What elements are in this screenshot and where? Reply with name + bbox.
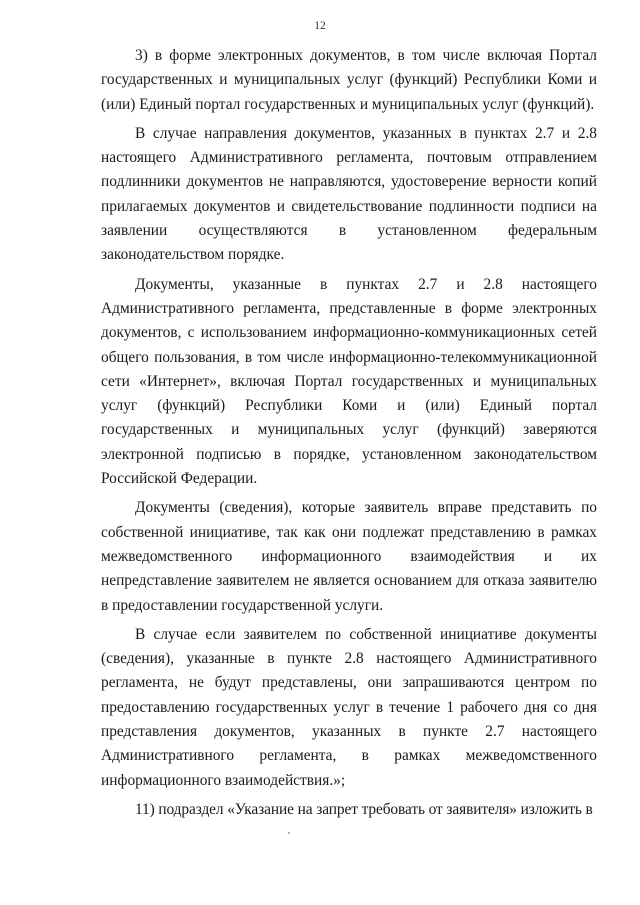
- page-number: 12: [314, 20, 326, 32]
- paragraph-own-initiative-docs: Документы (сведения), которые заявитель вправе представить по собственной инициативе, так как они подлежат представлению в рамках межведомственного информационного взаимодействия и их непредставление заявителем не является основанием для отказа заявителю в предоставлении государственной услуги.: [101, 499, 597, 614]
- paragraph-subsection-11: 11) подраздел «Указание на запрет требовать от заявителя» изложить в: [135, 800, 593, 818]
- scan-speck: [288, 832, 290, 834]
- paragraph-electronic-signature: Документы, указанные в пунктах 2.7 и 2.8 настоящего Административного регламента, представленные в форме электронных документов, с использованием информационно-коммуникационных сетей общего пользования, в том числе информационно-телекоммуникационной сети «Интернет», включая Портал государственных и муниципальных услуг (функций) Республики Коми и (или) Единый портал государственных и муниципальных услуг (функций) заверяются электронной подписью в порядке, установленном законодательством Российской Федерации.: [101, 275, 597, 488]
- paragraph-electronic-docs: 3) в форме электронных документов, в том числе включая Портал государственных и муниципальных услуг (функций) Республики Коми и (или) Единый портал государственных и муниципальных услуг (функций).: [101, 47, 597, 113]
- document-body: [101, 44, 597, 822]
- paragraph-interagency-request: В случае если заявителем по собственной инициативе документы (сведения), указанные в пункте 2.8 настоящего Административного регламента, не будут представлены, они запрашиваются центром по предоставлению государственных услуг в течение 1 рабочего дня со дня представления документов, указанных в пункте 2.7 настоящего Административного регламента, в рамках межведомственного информационного взаимодействия.»;: [101, 625, 597, 789]
- paragraph-postal-delivery: В случае направления документов, указанных в пунктах 2.7 и 2.8 настоящего Административного регламента, почтовым отправлением подлинники документов не направляются, удостоверение верности копий прилагаемых документов и свидетельствование подлинности подписи на заявлении осуществляются в установленном федеральным законодательством порядке.: [101, 124, 597, 264]
